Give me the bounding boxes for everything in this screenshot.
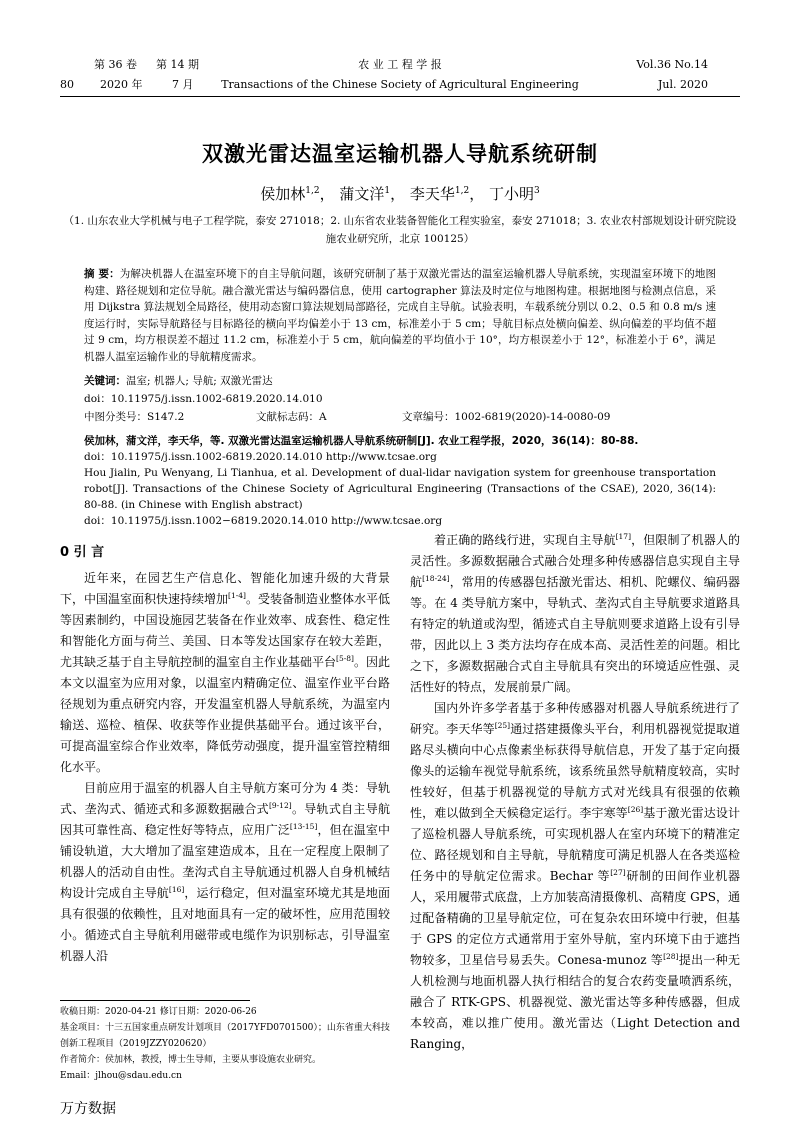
body-text: ，运行稳定，但对温室环境尤其是地面具有很强的依赖性，且对地面具有一定的破坏性，应用范围较小。循迹式自主导航利用磁带或电缆作为识别标志，引导温室机器人沿 [60, 886, 390, 963]
author-affil-mark: 1 [384, 186, 391, 196]
body-text: ，常用的传感器包括激光雷达、相机、陀螺仪、编码器等。在 4 类导航方案中，导轨式、垄沟式自主导航要求道路具有特定的轨道或沟型，循迹式自主导航则要求道路上设有引导带，因此以上 3 类方法均存在成本高、灵活性差的问题。相比之下，多源数据融合式自主导航具有突出的环境适应性强、灵活性好的特点，发展前景广阔。 [410, 575, 740, 694]
body-text: 。导轨式自主导航因其可靠性高、稳定性好等特点，应用广泛 [60, 802, 390, 837]
citation-ref: [18-24] [422, 574, 450, 583]
header-month-cn: 7 月 [172, 78, 194, 91]
footnote-author-bio: 作者简介：侯加林，教授，博士生导师，主要从事设施农业研究。 [60, 1055, 322, 1065]
citation-ref: [5-8] [336, 654, 354, 663]
doi: doi：10.11975/j.issn.1002-6819.2020.14.010 [84, 393, 323, 405]
body-paragraph [410, 698, 740, 1055]
clc-number: 中图分类号：S147.2 [84, 411, 185, 423]
watermark: 万方数据 [60, 1101, 116, 1117]
footnote-dates: 收稿日期：2020-04-21 修订日期：2020-06-26 [60, 1007, 257, 1017]
body-paragraph [410, 530, 740, 698]
section-heading: 0 引 言 [60, 545, 105, 560]
header-year-cn: 2020 年 [100, 78, 143, 91]
citation-ref: [1-4] [228, 591, 246, 600]
body-text: 着正确的路线行进，实现自主导航 [434, 533, 616, 547]
author-affil-mark: 3 [534, 186, 540, 196]
keywords-label: 关键词： [84, 375, 126, 387]
body-text: 目前应用于温室的机器人自主导航方案可分为 4 类：导轨式、垄沟式、循迹式和多源数据融合式 [60, 781, 390, 816]
author-affil-mark: 1,2 [305, 186, 320, 196]
header-journal-cn: 农 业 工 程 学 报 [358, 58, 442, 71]
citation-cn: 侯加林，蒲文洋，李天华，等. 双激光雷达温室运输机器人导航系统研制[J]. 农业工程学报，2020，36(14)：80-88. [84, 435, 639, 447]
keywords-text: 温室; 机器人; 导航; 双激光雷达 [126, 375, 273, 387]
citation-cn-doi: doi：10.11975/j.issn.1002-6819.2020.14.010 http://www.tcsae.org [84, 451, 437, 463]
article-number: 文章编号：1002-6819(2020)-14-0080-09 [402, 411, 611, 423]
body-left-column [60, 568, 390, 967]
author-name: 蒲文洋 [339, 185, 385, 203]
body-text: 研制的田间作业机器人，采用履带式底盘，上方加装高清摄像机、高精度 GPS，通过配备精确的卫星导航定位，可在复杂农田环境中行驶，但基于 GPS 的定位方式通常用于室外导航，室内环境下由于遮挡物较多，卫星信号易丢失。Conesa-munoz 等 [410, 869, 740, 967]
citation-en: Hou Jialin, Pu Wenyang, Li Tianhua, et al. Development of dual-lidar navigation system for greenhouse transportation robot[J]. Transactions of the Chinese Society of Agricultural Engineering (Transactions of the CSAE), 2020, 36(14): 80-88. (in Chinese with English abstract) [84, 467, 716, 511]
header-vol-cn: 第 36 卷 [94, 58, 137, 71]
body-text: ，但限制了机器人的灵活性。多源数据融合式融合处理多种传感器信息实现自主导航 [410, 533, 740, 589]
citation-ref: [25] [494, 721, 511, 730]
body-text: 近年来，在园艺生产信息化、智能化加速升级的大背景下，中国温室面积快速持续增加 [60, 571, 390, 606]
body-text: 。受装备制造业整体水平低等因素制约，中国设施园艺装备在作业效率、成套性、稳定性和智能化方面与荷兰、美国、日本等发达国家存在较大差距，尤其缺乏基于自主导航控制的温室自主作业基础平台 [60, 592, 390, 669]
header-page-number: 80 [60, 78, 74, 91]
body-text: 通过搭建摄像头平台，利用机器视觉提取道路尽头横向中心点像素坐标获得导航信息，开发了基于定向摄像头的运输车视觉导航系统，该系统虽然导航精度较高，实时性较好，但基于机器视觉的导航方式对光线具有很强的依赖性，难以做到全天候稳定运行。李宇寒等 [410, 722, 740, 820]
header-issue-cn: 第 14 期 [156, 58, 199, 71]
body-paragraph [60, 568, 390, 778]
abstract [84, 266, 716, 365]
citation-ref: [16] [168, 885, 185, 894]
citation-en-doi: doi：10.11975/j.issn.1002−6819.2020.14.010 http://www.tcsae.org [84, 515, 443, 527]
body-paragraph [60, 778, 390, 967]
footnotes [60, 1004, 390, 1084]
footnote-rule [60, 1000, 250, 1001]
abstract-text: 为解决机器人在温室环境下的自主导航问题，该研究研制了基于双激光雷达的温室运输机器人导航系统，实现温室环境下的地图构建、路径规划和定位导航。融合激光雷达与编码器信息，使用 cartographer 算法及时定位与地图构建。根据地图与检测点信息，采用 Dijkstra 算法规划全局路径，使用动态窗口算法规划局部路径，完成自主导航。试验表明，车载系统分别以 0.2、0.5 和 0.8 m/s 速度运行时，实际导航路径与目标路径的横向平均偏差小于 13 cm，标准差小于 5 cm；导航目标点处横向偏差、纵向偏差的平均值不超过 9 cm，均方根误差不超过 11.2 cm，标准差小于 5 cm，航向偏差的平均值小于 10°，均方根误差小于 12°，标准差小于 6°，满足机器人温室运输作业的导航精度需求。 [84, 268, 717, 363]
document-code: 文献标志码：A [256, 411, 327, 423]
citation-block [84, 433, 716, 529]
footnote-email: Email：jlhou@sdau.edu.cn [60, 1071, 182, 1081]
keywords [84, 373, 716, 390]
citation-ref: [17] [615, 532, 632, 541]
citation-ref: [26] [627, 805, 644, 814]
body-text: ，但在温室中铺设轨道，大大增加了温室建造成本，且在一定程度上限制了机器人的活动自由性。垄沟式自主导航通过机器人自身机械结构设计完成自主导航 [60, 823, 390, 900]
author-list: 侯加林$^{1,2}$， 蒲文洋$^1$， 李天华$^{1,2}$， 丁小明$^3$ [260, 185, 540, 203]
body-text: 。因此本文以温室为应用对象，以温室内精确定位、温室作业平台路径规划为重点研究内容，开发温室机器人导航系统，为温室内输送、巡检、植保、收获等作业提供基础平台。通过该平台，可提高温室综合作业效率，降低劳动强度，提升温室管控精细化水平。 [60, 655, 390, 774]
author-name: 侯加林 [260, 185, 306, 203]
affiliations: （1. 山东农业大学机械与电子工程学院，泰安 271018；2. 山东省农业装备智能化工程实验室，泰安 271018；3. 农业农村部规划设计研究院设施农业研究所，北京 100125） [63, 215, 737, 245]
body-text: 提出一种无人机检测与地面机器人执行相结合的复合农药变量喷洒系统，融合了 RTK-GPS、机器视觉、激光雷达等多种传感器，但成本较高，难以推广使用。激光雷达（Light Detection and Ranging， [410, 953, 740, 1051]
paper-title: 双激光雷达温室运输机器人导航系统研制 [202, 142, 598, 166]
header-vol-en: Vol.36 No.14 [636, 58, 708, 71]
citation-ref: [27] [610, 868, 626, 877]
citation-ref: [13-15] [289, 822, 318, 831]
author-name: 丁小明 [489, 185, 535, 203]
body-right-column [410, 530, 740, 1055]
footnote-funding: 基金项目：十三五国家重点研发计划项目（2017YFD0701500）；山东省重大科技创新工程项目（2019JZZY020620） [60, 1023, 390, 1049]
header-rule [60, 96, 740, 97]
header-journal-en: Transactions of the Chinese Society of Agricultural Engineering [221, 78, 579, 91]
body-text: 基于激光雷达设计了巡检机器人导航系统，可实现机器人在室内环境下的精准定位、路径规划和自主导航，导航精度可满足机器人在各类巡检任务中的导航定位需求。Bechar 等 [410, 806, 740, 883]
abstract-label: 摘 要： [84, 268, 120, 280]
header-date-en: Jul. 2020 [658, 78, 708, 91]
citation-ref: [28] [663, 952, 679, 961]
citation-ref: [9-12] [268, 801, 292, 810]
author-affil-mark: 1,2 [454, 186, 470, 196]
author-name: 李天华 [409, 185, 455, 203]
body-text: 国内外许多学者基于多种传感器对机器人导航系统进行了研究。李天华等 [410, 701, 740, 736]
